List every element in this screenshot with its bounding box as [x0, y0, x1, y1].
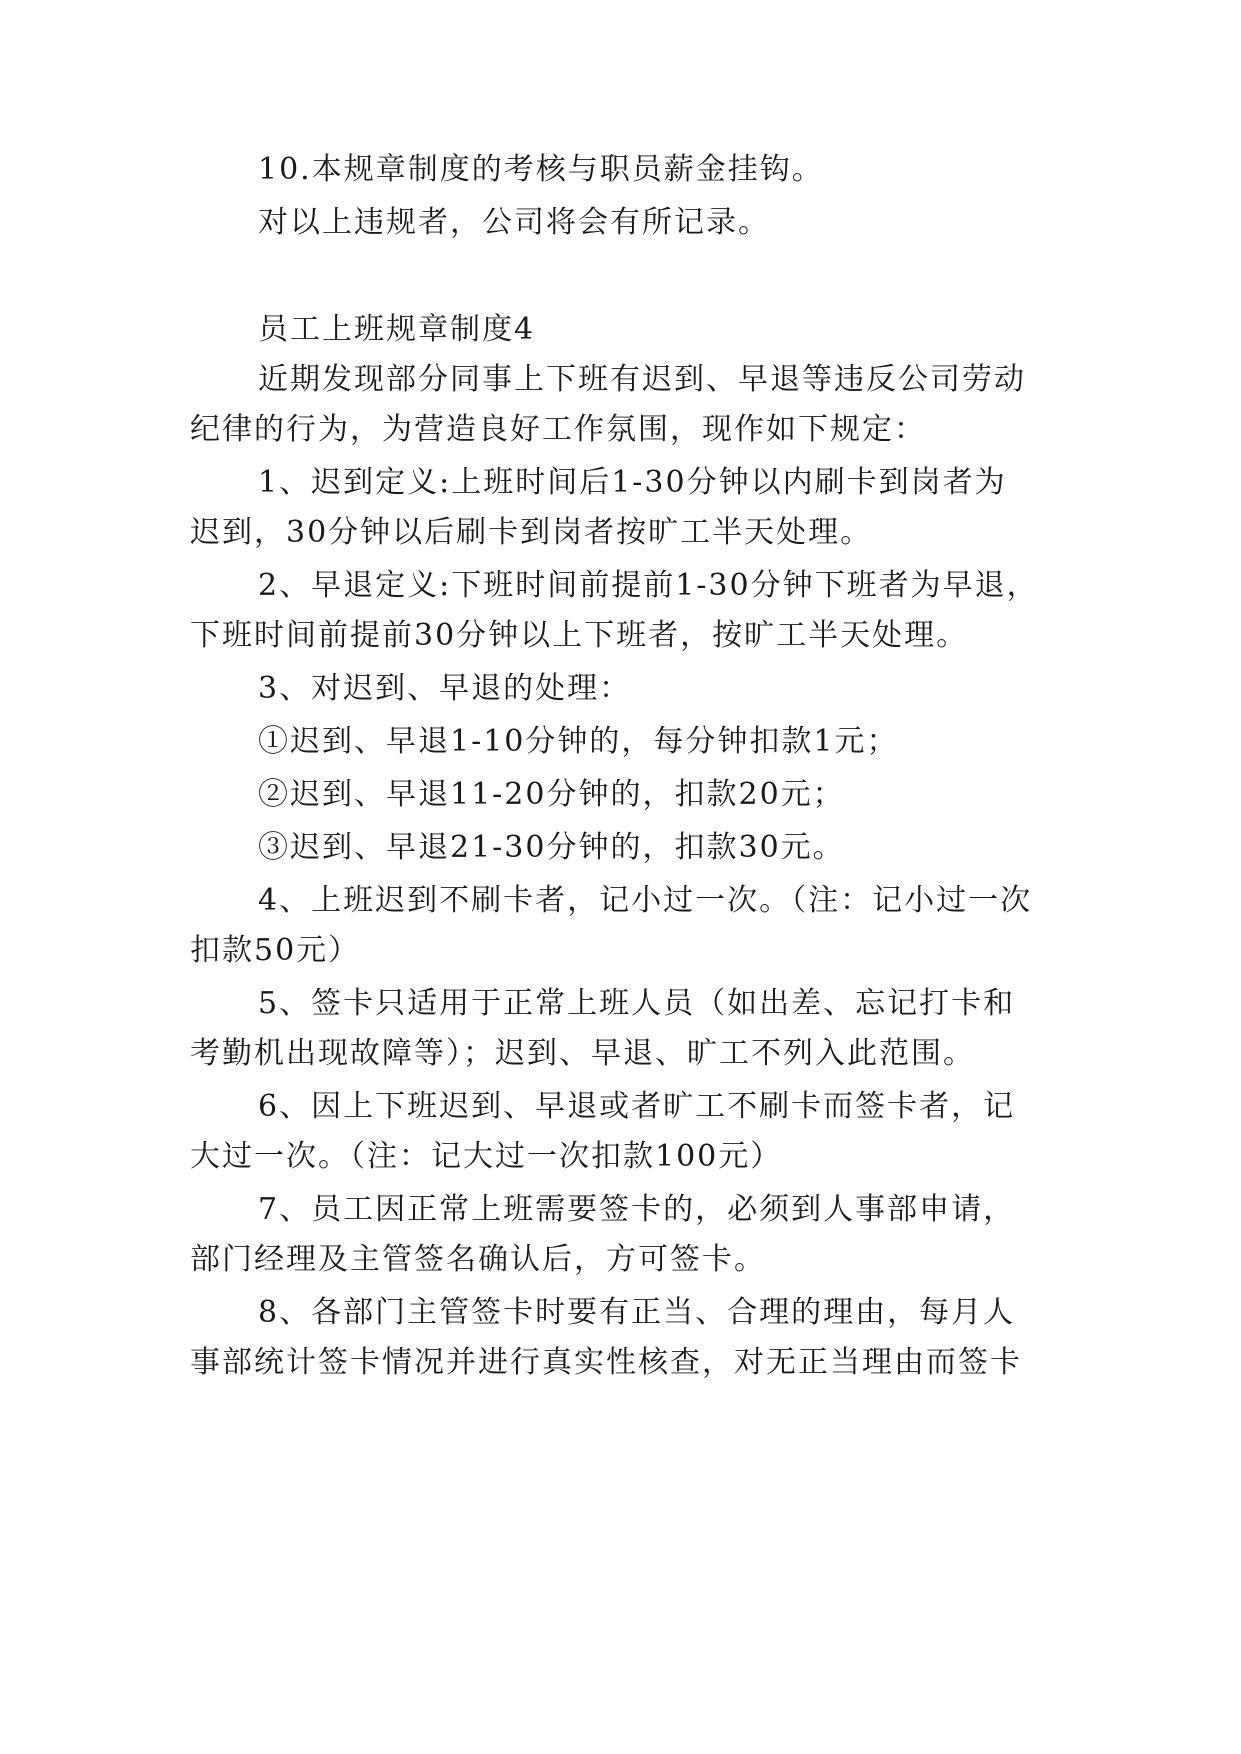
paragraph-line: 扣款50元） — [190, 933, 361, 968]
paragraph-line: 大过一次。（注：记大过一次扣款100元） — [190, 1139, 783, 1174]
paragraph-line: 3、对迟到、早退的处理： — [258, 671, 632, 706]
paragraph-line: 4、上班迟到不刷卡者，记小过一次。（注：记小过一次 — [258, 883, 1033, 918]
paragraph-line: 2、早退定义:下班时间前提前1-30分钟下班者为早退， — [258, 568, 1039, 603]
paragraph-line: 事部统计签卡情况并进行真实性核查，对无正当理由而签卡 — [190, 1345, 1022, 1380]
paragraph-line: 8、各部门主管签卡时要有正当、合理的理由，每月人 — [258, 1295, 1016, 1330]
paragraph-line: 6、因上下班迟到、早退或者旷工不刷卡而签卡者，记 — [258, 1089, 1016, 1124]
paragraph-line: 下班时间前提前30分钟以上下班者，按旷工半天处理。 — [190, 618, 969, 653]
paragraph-line: 纪律的行为，为营造良好工作氛围，现作如下规定： — [190, 412, 926, 447]
list-item: ②迟到、早退11-20分钟的，扣款20元； — [258, 777, 845, 812]
violation-note-text: 对以上违规者，公司将会有所记录。 — [258, 205, 770, 240]
paragraph-line: 5、签卡只适用于正常上班人员（如出差、忘记打卡和 — [258, 986, 1016, 1021]
section-title: 员工上班规章制度4 — [258, 312, 536, 347]
paragraph-line: 迟到，30分钟以后刷卡到岗者按旷工半天处理。 — [190, 515, 873, 550]
paragraph-line: 部门经理及主管签名确认后，方可签卡。 — [190, 1242, 766, 1277]
list-item: ③迟到、早退21-30分钟的，扣款30元。 — [258, 830, 845, 865]
paragraph-line: 近期发现部分同事上下班有迟到、早退等违反公司劳动 — [258, 362, 1026, 397]
list-item: ①迟到、早退1-10分钟的，每分钟扣款1元； — [258, 724, 899, 759]
paragraph-line: 1、迟到定义:上班时间后1-30分钟以内刷卡到岗者为 — [258, 465, 1007, 500]
paragraph-line: 考勤机出现故障等）；迟到、早退、旷工不列入此范围。 — [190, 1036, 975, 1071]
paragraph-line: 7、员工因正常上班需要签卡的，必须到人事部申请， — [258, 1192, 1016, 1227]
rule-10-text: 10.本规章制度的考核与职员薪金挂钩。 — [258, 152, 824, 187]
